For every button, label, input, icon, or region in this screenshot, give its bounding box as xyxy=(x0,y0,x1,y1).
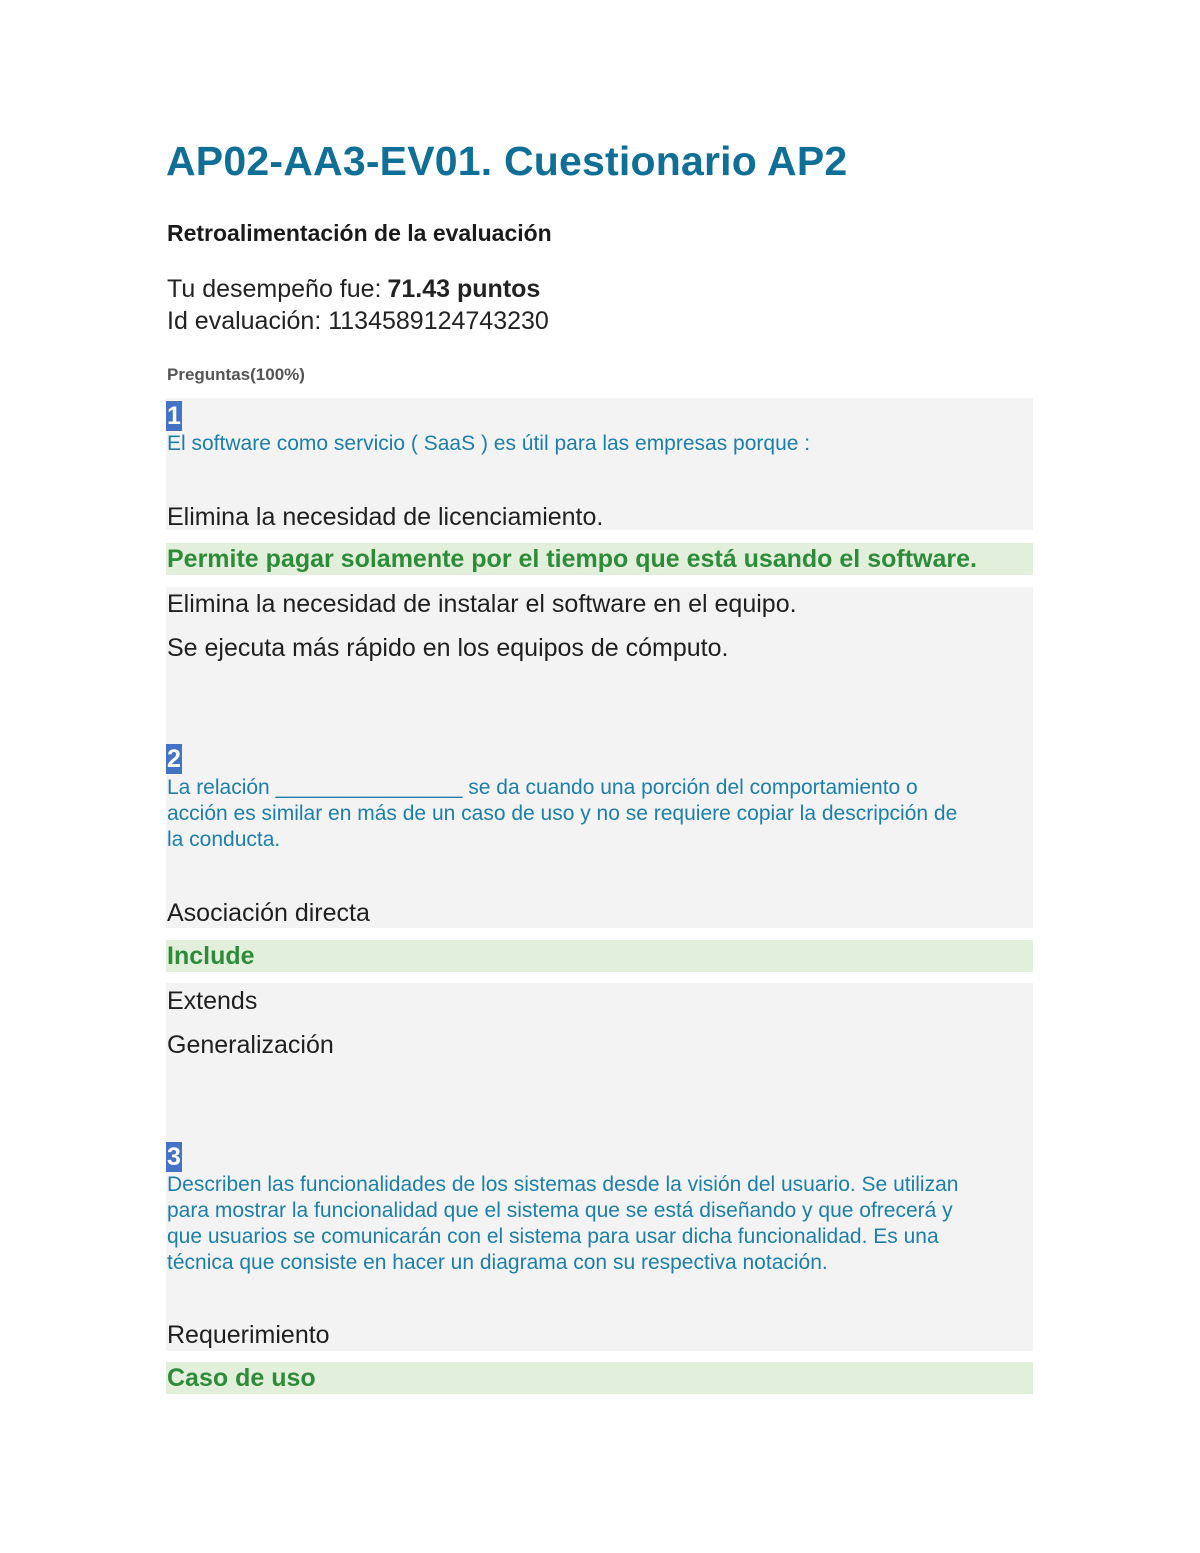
performance-score: 71.43 puntos xyxy=(387,275,541,303)
question-3-option-1: Requerimiento xyxy=(167,1321,330,1349)
question-3-text xyxy=(167,1172,1027,1276)
question-3-option-2-correct: Caso de uso xyxy=(166,1362,1033,1394)
question-2-number: 2 xyxy=(167,745,181,773)
questions-label: Preguntas(100%) xyxy=(167,365,305,384)
question-3-number: 3 xyxy=(167,1143,181,1171)
question-1-option-4: Se ejecuta más rápido en los equipos de cómputo. xyxy=(167,634,729,662)
performance-line xyxy=(167,275,540,304)
question-2-text xyxy=(167,775,1027,853)
question-1-option-3: Elimina la necesidad de instalar el software en el equipo. xyxy=(167,590,797,618)
feedback-heading: Retroalimentación de la evaluación xyxy=(167,220,552,246)
page-title: AP02-AA3-EV01. Cuestionario AP2 xyxy=(166,138,848,184)
question-1-text: El software como servicio ( SaaS ) es útil para las empresas porque : xyxy=(167,432,811,455)
question-3-text-line-4: técnica que consiste en hacer un diagrama con su respectiva notación. xyxy=(167,1251,828,1274)
question-2-text-line-2: acción es similar en más de un caso de uso y no se requiere copiar la descripción de xyxy=(167,802,958,825)
question-2-option-2-correct: Include xyxy=(166,940,1033,972)
question-2-option-3: Extends xyxy=(167,987,258,1015)
question-2-option-1: Asociación directa xyxy=(167,899,370,927)
question-1-option-1: Elimina la necesidad de licenciamiento. xyxy=(167,503,604,531)
question-1-option-2-correct: Permite pagar solamente por el tiempo que está usando el software. xyxy=(166,543,1033,575)
question-1-number: 1 xyxy=(167,402,181,430)
question-2-text-line-1: La relación ________________ se da cuando una porción del comportamiento o xyxy=(167,776,918,799)
evaluation-id: Id evaluación: 1134589124743230 xyxy=(167,307,549,335)
question-3-text-line-3: que usuarios se comunicarán con el sistema para usar dicha funcionalidad. Es una xyxy=(167,1225,939,1248)
question-2-option-4: Generalización xyxy=(167,1031,334,1059)
performance-label: Tu desempeño fue: xyxy=(167,275,382,303)
question-3-text-line-2: para mostrar la funcionalidad que el sistema que se está diseñando y que ofrecerá y xyxy=(167,1199,953,1222)
question-2-text-line-3: la conducta. xyxy=(167,828,281,851)
question-3-text-line-1: Describen las funcionalidades de los sistemas desde la visión del usuario. Se utilizan xyxy=(167,1173,959,1196)
